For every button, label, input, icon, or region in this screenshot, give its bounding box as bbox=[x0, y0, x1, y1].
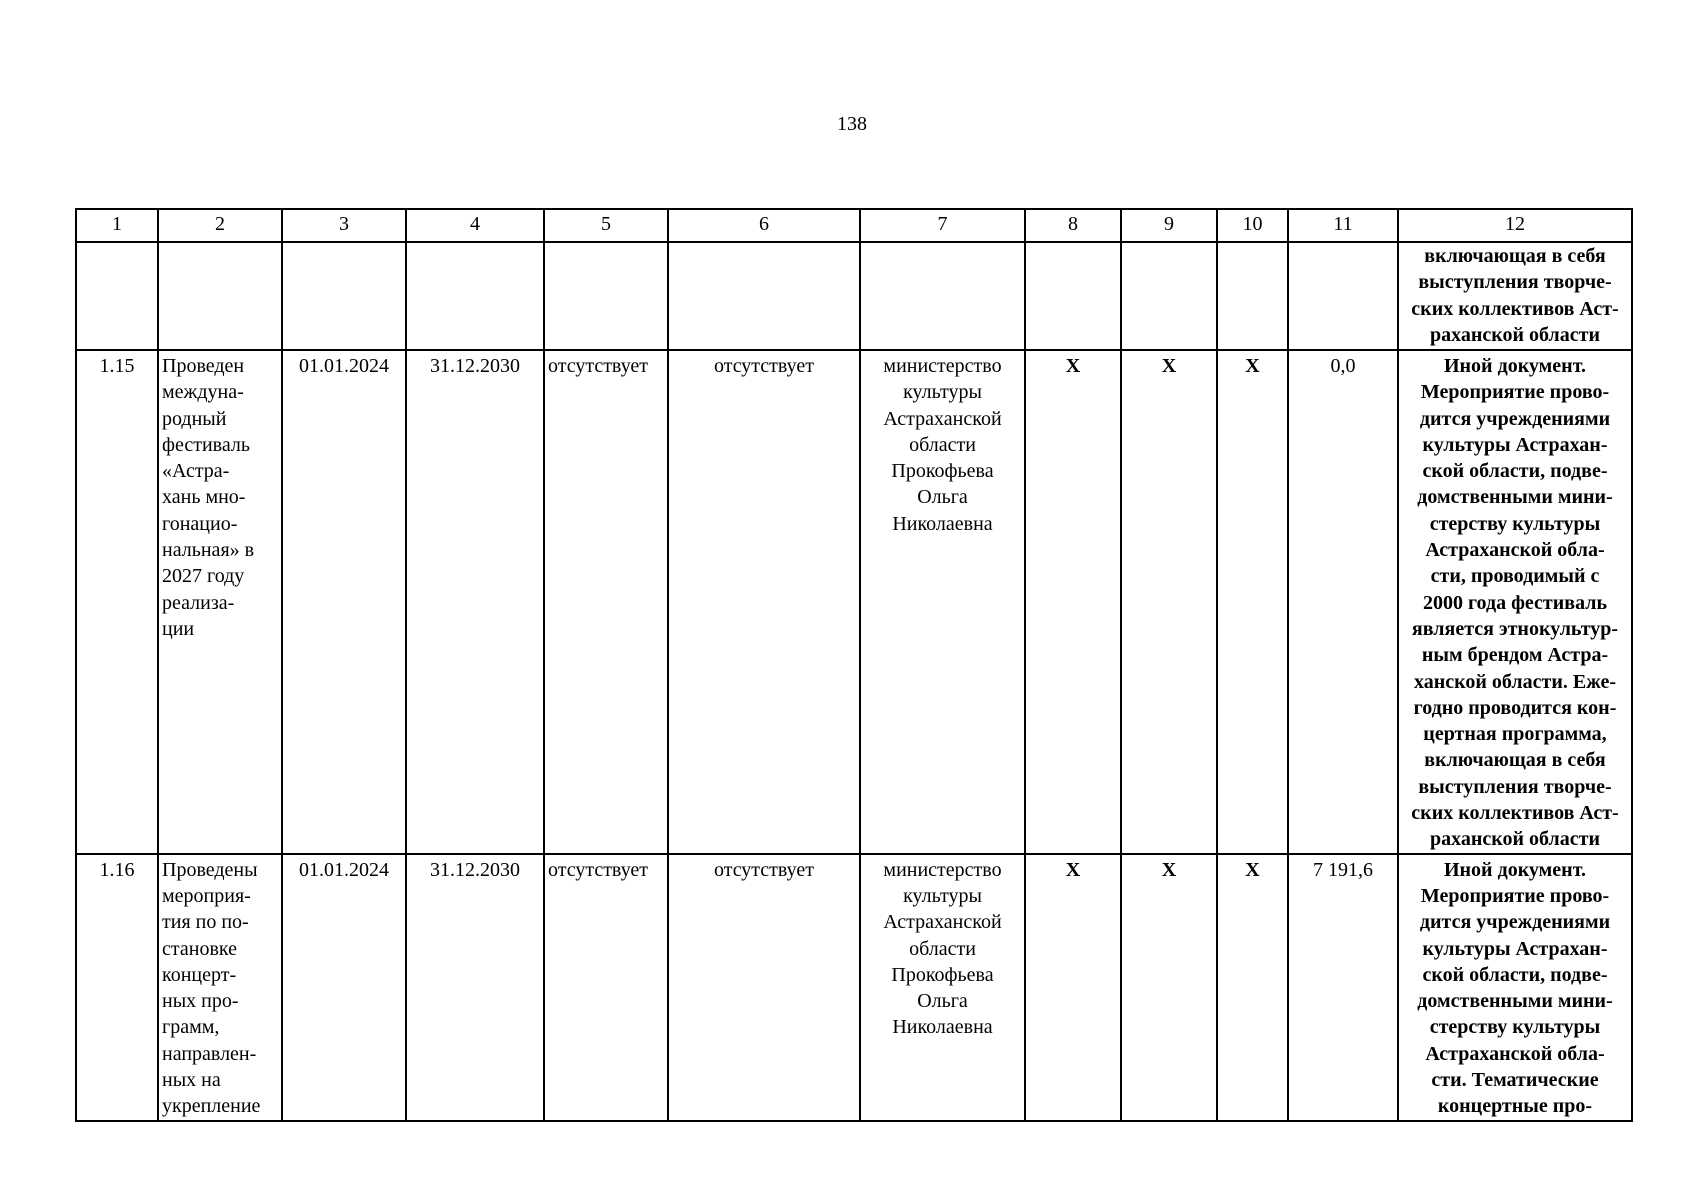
column-header: 3 bbox=[282, 209, 406, 242]
column-header: 12 bbox=[1398, 209, 1632, 242]
table-row bbox=[76, 350, 1632, 854]
end-date: 31.12.2030 bbox=[406, 854, 544, 1121]
table-cell: X bbox=[1217, 350, 1288, 854]
column-header: 7 bbox=[860, 209, 1025, 242]
table-cell: отсутствует bbox=[668, 854, 860, 1121]
start-date: 01.01.2024 bbox=[282, 350, 406, 854]
column-header: 4 bbox=[406, 209, 544, 242]
table-row bbox=[76, 854, 1632, 1121]
start-date: 01.01.2024 bbox=[282, 854, 406, 1121]
table-cell bbox=[544, 242, 668, 350]
responsible-cell: министерство культуры Астраханской области Прокофьева Ольга Николаевна bbox=[860, 350, 1025, 854]
responsible-cell: министерство культуры Астраханской области Прокофьева Ольга Николаевна bbox=[860, 854, 1025, 1121]
column-header: 6 bbox=[668, 209, 860, 242]
table-cell: X bbox=[1217, 854, 1288, 1121]
note-cell: Иной документ. Мероприятие прово- дится учреждениями культуры Астрахан- ской области, подве- домственными мини- стерству культуры Астраханской обла- сти. Тематические концертные про- bbox=[1398, 854, 1632, 1121]
note-cell: Иной документ. Мероприятие прово- дится учреждениями культуры Астрахан- ской области, подве- домственными мини- стерству культуры Астраханской обла- сти, проводимый с 2000 года фестиваль является этнокультур- ным брендом Астра- ханской области. Еже- годно проводится кон- цертная программа, включающая в себя выступления творче- ских коллективов Аст- раханской области bbox=[1398, 350, 1632, 854]
column-header: 5 bbox=[544, 209, 668, 242]
table-cell bbox=[158, 242, 282, 350]
table-cell: отсутствует bbox=[544, 854, 668, 1121]
column-header: 9 bbox=[1121, 209, 1217, 242]
column-header: 2 bbox=[158, 209, 282, 242]
table-cell: X bbox=[1025, 854, 1121, 1121]
table-cell bbox=[1288, 242, 1398, 350]
table-cell bbox=[1217, 242, 1288, 350]
amount-cell: 0,0 bbox=[1288, 350, 1398, 854]
note-cell: включающая в себя выступления творче- ских коллективов Аст- раханской области bbox=[1398, 242, 1632, 350]
table-cell: отсутствует bbox=[668, 350, 860, 854]
column-header: 8 bbox=[1025, 209, 1121, 242]
row-number: 1.16 bbox=[76, 854, 158, 1121]
amount-cell: 7 191,6 bbox=[1288, 854, 1398, 1121]
column-header: 11 bbox=[1288, 209, 1398, 242]
table-cell bbox=[282, 242, 406, 350]
header-row bbox=[76, 209, 1632, 242]
table-cell bbox=[668, 242, 860, 350]
continuation-row bbox=[76, 242, 1632, 350]
table-cell: отсутствует bbox=[544, 350, 668, 854]
table-cell bbox=[76, 242, 158, 350]
column-header: 10 bbox=[1217, 209, 1288, 242]
end-date: 31.12.2030 bbox=[406, 350, 544, 854]
column-header: 1 bbox=[76, 209, 158, 242]
table-cell: X bbox=[1121, 350, 1217, 854]
table-cell bbox=[860, 242, 1025, 350]
table-cell bbox=[1025, 242, 1121, 350]
row-number: 1.15 bbox=[76, 350, 158, 854]
measure-name: Проведен междуна- родный фестиваль «Астра- хань мно- гонацио- нальная» в 2027 году реализа- ции bbox=[158, 350, 282, 854]
page-number: 138 bbox=[837, 113, 867, 135]
measure-name: Проведены мероприя- тия по по- становке концерт- ных про- грамм, направлен- ных на укрепление bbox=[158, 854, 282, 1121]
table-cell bbox=[1121, 242, 1217, 350]
measures-table bbox=[75, 208, 1633, 1122]
table-cell bbox=[406, 242, 544, 350]
table-cell: X bbox=[1121, 854, 1217, 1121]
table-cell: X bbox=[1025, 350, 1121, 854]
